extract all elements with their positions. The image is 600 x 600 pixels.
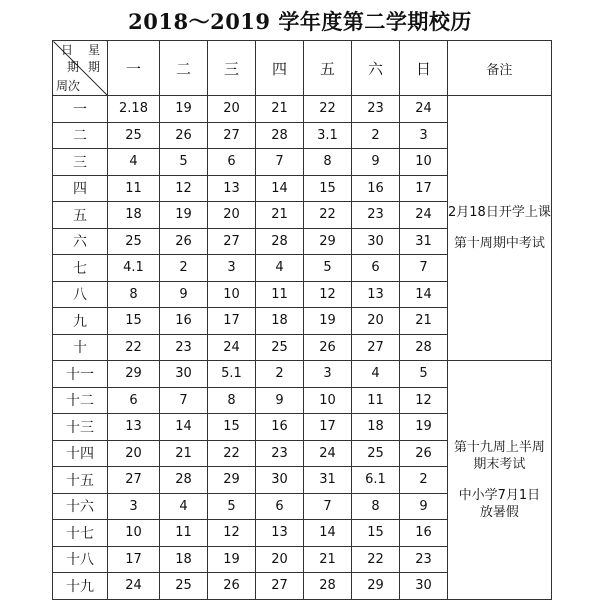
date-cell: 6 [208,149,256,176]
remark-note: 中小学7月1日 [458,487,541,503]
date-cell: 20 [208,96,256,123]
weekday-header-fri: 五 [304,41,352,96]
remark-notes-cell [448,361,552,600]
date-cell: 17 [208,308,256,335]
date-cell: 8 [304,149,352,176]
date-cell: 21 [160,440,208,467]
date-cell: 10 [304,387,352,414]
date-cell: 2 [256,361,304,388]
date-cell: 12 [304,281,352,308]
date-cell: 9 [400,493,448,520]
date-cell: 14 [256,175,304,202]
date-cell: 4 [256,255,304,282]
date-cell: 26 [208,573,256,600]
corner-label-xing: 星 [87,43,100,57]
date-cell: 8 [108,281,160,308]
date-cell: 7 [160,387,208,414]
date-cell: 16 [400,520,448,547]
date-cell: 6 [352,255,400,282]
date-cell: 7 [256,149,304,176]
date-cell: 15 [108,308,160,335]
week-number-cell: 十八 [53,546,108,573]
date-cell: 20 [208,202,256,229]
date-cell: 29 [208,467,256,494]
date-cell: 15 [352,520,400,547]
week-number-cell: 八 [53,281,108,308]
date-cell: 19 [160,96,208,123]
date-cell: 7 [304,493,352,520]
week-number-cell: 十七 [53,520,108,547]
date-cell: 26 [160,122,208,149]
date-cell: 12 [160,175,208,202]
date-cell: 30 [160,361,208,388]
date-cell: 19 [400,414,448,441]
week-number-cell: 十五 [53,467,108,494]
remark-note: 第十九周上半周 [453,439,545,455]
date-cell: 26 [304,334,352,361]
week-number-cell: 十一 [53,361,108,388]
date-cell: 11 [108,175,160,202]
date-cell: 17 [304,414,352,441]
weekday-header-wed: 三 [208,41,256,96]
week-number-cell: 四 [53,175,108,202]
date-cell: 5 [304,255,352,282]
date-cell: 27 [352,334,400,361]
date-cell: 5 [400,361,448,388]
weekday-header-sat: 六 [352,41,400,96]
date-cell: 20 [352,308,400,335]
school-calendar-table [52,40,552,600]
date-cell: 19 [160,202,208,229]
date-cell: 25 [352,440,400,467]
date-cell: 22 [208,440,256,467]
date-cell: 21 [256,96,304,123]
date-cell: 26 [160,228,208,255]
weekday-header-mon: 一 [108,41,160,96]
week-number-cell: 十三 [53,414,108,441]
date-cell: 5 [160,149,208,176]
date-cell: 14 [160,414,208,441]
date-cell: 15 [208,414,256,441]
date-cell: 11 [352,387,400,414]
date-cell: 27 [208,122,256,149]
table-row [53,361,552,388]
date-cell: 28 [256,122,304,149]
date-cell: 24 [400,96,448,123]
remark-note: 放暑假 [479,504,519,520]
date-cell: 11 [160,520,208,547]
date-cell: 4 [352,361,400,388]
date-cell: 12 [400,387,448,414]
date-cell: 23 [352,202,400,229]
date-cell: 30 [400,573,448,600]
date-cell: 17 [400,175,448,202]
date-cell: 12 [208,520,256,547]
date-cell: 21 [400,308,448,335]
date-cell: 31 [304,467,352,494]
date-cell: 4.1 [108,255,160,282]
date-cell: 10 [400,149,448,176]
week-number-cell: 十二 [53,387,108,414]
date-cell: 11 [256,281,304,308]
remark-note: 期末考试 [473,456,526,472]
week-number-cell: 一 [53,96,108,123]
date-cell: 14 [304,520,352,547]
corner-label-qi-right: 期 [87,60,100,74]
date-cell: 2.18 [108,96,160,123]
date-cell: 6 [256,493,304,520]
date-cell: 13 [108,414,160,441]
date-cell: 2 [160,255,208,282]
week-number-cell: 十四 [53,440,108,467]
date-cell: 18 [108,202,160,229]
week-number-cell: 六 [53,228,108,255]
date-cell: 28 [256,228,304,255]
date-cell: 23 [400,546,448,573]
date-cell: 31 [400,228,448,255]
date-cell: 16 [160,308,208,335]
date-cell: 24 [108,573,160,600]
weekday-header-thu: 四 [256,41,304,96]
date-cell: 9 [352,149,400,176]
week-number-cell: 二 [53,122,108,149]
date-cell: 6 [108,387,160,414]
week-number-cell: 五 [53,202,108,229]
date-cell: 22 [352,546,400,573]
date-cell: 25 [160,573,208,600]
header-row [53,41,552,96]
corner-label-ri: 日 [61,43,74,57]
date-cell: 22 [304,202,352,229]
date-cell: 14 [400,281,448,308]
date-cell: 21 [304,546,352,573]
date-cell: 18 [352,414,400,441]
page-title: 2018～2019 学年度第二学期校历 [128,9,472,34]
date-cell: 25 [108,228,160,255]
date-cell: 16 [256,414,304,441]
date-cell: 23 [160,334,208,361]
date-cell: 20 [256,546,304,573]
date-cell: 25 [108,122,160,149]
weekday-header-sun: 日 [400,41,448,96]
date-cell: 20 [108,440,160,467]
corner-label-qi-left: 期 [67,60,80,74]
date-cell: 27 [108,467,160,494]
date-cell: 4 [160,493,208,520]
date-cell: 15 [304,175,352,202]
remark-note: 2月18日开学上课 [448,205,551,220]
remark-header: 备注 [448,41,552,96]
date-cell: 7 [400,255,448,282]
date-cell: 26 [400,440,448,467]
remark-note: 第十周期中考试 [453,236,545,251]
week-number-cell: 十九 [53,573,108,600]
date-cell: 29 [108,361,160,388]
date-cell: 9 [256,387,304,414]
date-cell: 23 [352,96,400,123]
date-cell: 27 [208,228,256,255]
date-cell: 19 [208,546,256,573]
date-cell: 21 [256,202,304,229]
date-cell: 24 [304,440,352,467]
date-cell: 28 [400,334,448,361]
date-cell: 8 [208,387,256,414]
date-cell: 18 [256,308,304,335]
date-cell: 2 [400,467,448,494]
date-cell: 3.1 [304,122,352,149]
date-cell: 17 [108,546,160,573]
date-cell: 30 [256,467,304,494]
date-cell: 27 [256,573,304,600]
date-cell: 3 [108,493,160,520]
week-number-cell: 七 [53,255,108,282]
date-cell: 29 [304,228,352,255]
date-cell: 8 [352,493,400,520]
date-cell: 5 [208,493,256,520]
date-cell: 28 [304,573,352,600]
corner-label-zhouci: 周次 [56,79,81,93]
date-cell: 4 [108,149,160,176]
date-cell: 10 [208,281,256,308]
date-cell: 30 [352,228,400,255]
table-row [53,96,552,123]
corner-header-cell [53,41,108,96]
date-cell: 23 [256,440,304,467]
date-cell: 24 [400,202,448,229]
date-cell: 2 [352,122,400,149]
calendar-body [53,96,552,600]
date-cell: 16 [352,175,400,202]
remark-notes-cell [448,96,552,361]
week-number-cell: 九 [53,308,108,335]
date-cell: 13 [256,520,304,547]
date-cell: 3 [304,361,352,388]
week-number-cell: 十 [53,334,108,361]
week-number-cell: 十六 [53,493,108,520]
date-cell: 3 [400,122,448,149]
week-number-cell: 三 [53,149,108,176]
date-cell: 18 [160,546,208,573]
date-cell: 13 [352,281,400,308]
weekday-header-tue: 二 [160,41,208,96]
date-cell: 25 [256,334,304,361]
date-cell: 3 [208,255,256,282]
date-cell: 10 [108,520,160,547]
date-cell: 29 [352,573,400,600]
date-cell: 24 [208,334,256,361]
date-cell: 19 [304,308,352,335]
date-cell: 22 [108,334,160,361]
date-cell: 6.1 [352,467,400,494]
date-cell: 22 [304,96,352,123]
date-cell: 5.1 [208,361,256,388]
date-cell: 13 [208,175,256,202]
date-cell: 28 [160,467,208,494]
date-cell: 9 [160,281,208,308]
